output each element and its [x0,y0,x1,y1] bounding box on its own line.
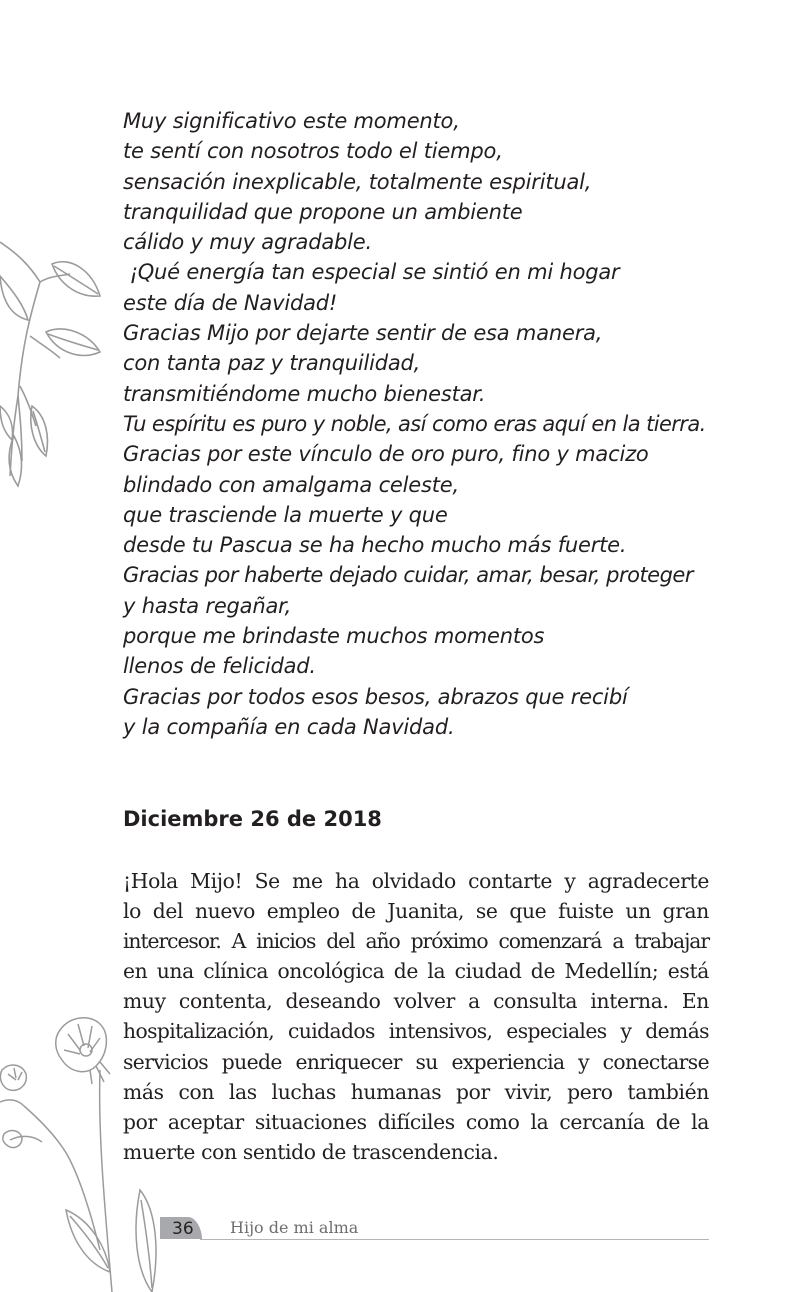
footer-rule [200,1239,709,1240]
paragraph-line: servicios puede enriquecer su experiencia y conectarse [123,1049,709,1074]
poem-line: este día de Navidad! [123,290,338,315]
paragraph-line: por aceptar situaciones difíciles como la cercanía de la [123,1109,709,1134]
poem-line: sensación inexplicable, totalmente espiritual, [123,169,592,194]
running-title: Hijo de mi alma [230,1218,359,1237]
paragraph-line: ¡Hola Mijo! Se me ha olvidado contarte y agradecerte [123,869,709,893]
poem-line: y hasta regañar, [123,593,292,618]
poem-line: tranquilidad que propone un ambiente [123,199,523,224]
poem-line: cálido y muy agradable. [123,230,372,255]
paragraph-line: lo del nuevo empleo de Juanita, se que fuiste un gran [123,899,709,924]
poem-line: Tu espíritu es puro y noble, así como eras aquí en la tierra. [123,411,706,436]
entry-paragraph [123,866,709,1167]
poem-line: Gracias por este vínculo de oro puro, fino y macizo [123,442,649,467]
paragraph-line: muy contenta, deseando volver a consulta interna. En [123,989,709,1014]
paragraph-line: más con las luchas humanas por vivir, pero también [123,1079,709,1104]
paragraph-line: hospitalización, cuidados intensivos, especiales y demás [123,1019,709,1044]
poem-line: y la compañía en cada Navidad. [123,714,455,739]
poem-line: transmitiéndome mucho bienestar. [123,381,486,406]
entry-date-heading: Diciembre 26 de 2018 [123,807,382,831]
poem-line: con tanta paz y tranquilidad, [123,351,421,376]
poem-line: porque me brindaste muchos momentos [123,624,545,649]
poem-line: Muy significativo este momento, [123,109,460,133]
poem-line: Gracias Mijo por dejarte sentir de esa manera, [123,321,603,346]
leafy-branch-icon [0,236,104,496]
poem [123,106,723,742]
poem-line: te sentí con nosotros todo el tiempo, [123,139,503,164]
page-number: 36 [172,1219,194,1239]
wildflower-icon [0,1010,165,1292]
poem-line: que trasciende la muerte y que [123,502,448,527]
poem-line: Gracias por todos esos besos, abrazos que recibí [123,684,628,709]
poem-line: desde tu Pascua se ha hecho mucho más fuerte. [123,533,627,558]
poem-line: llenos de felicidad. [123,654,316,679]
paragraph-line: en una clínica oncológica de la ciudad de Medellín; está [123,959,709,984]
poem-line: blindado con amalgama celeste, [123,472,459,497]
paragraph-line: intercesor. A inicios del año próximo comenzará a trabajar [123,929,709,954]
paragraph-line: muerte con sentido de trascendencia. [123,1139,499,1164]
poem-line: ¡Qué energía tan especial se sintió en mi hogar [123,260,620,285]
poem-line: Gracias por haberte dejado cuidar, amar, besar, proteger [123,563,693,588]
